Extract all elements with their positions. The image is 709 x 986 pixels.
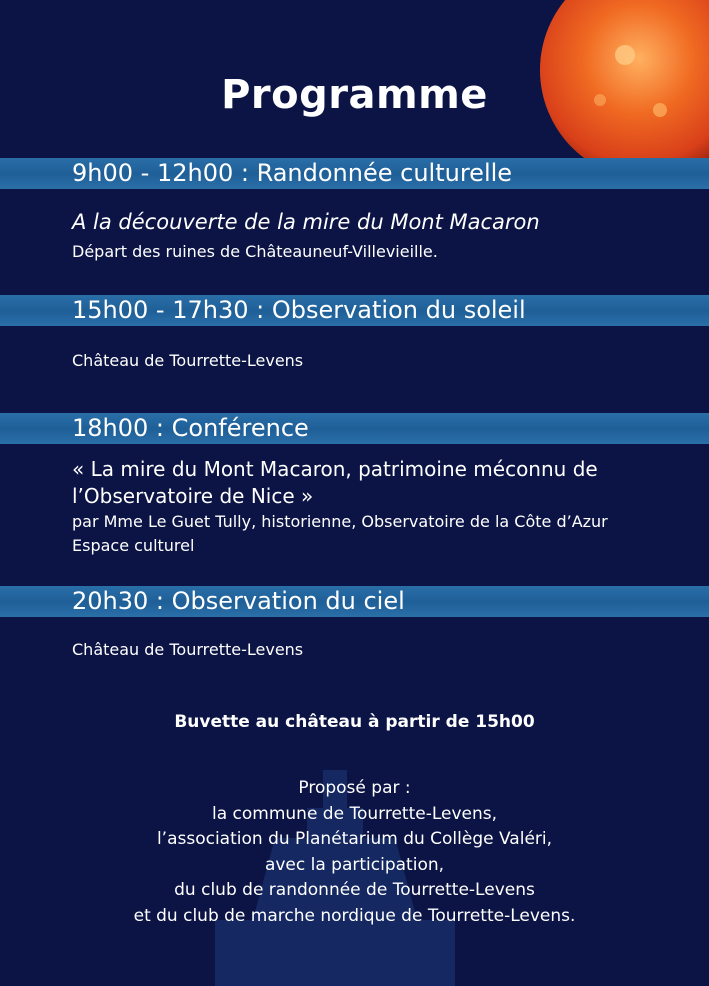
event-band-2	[0, 295, 709, 326]
event-detail: Espace culturel	[72, 536, 195, 555]
event-band-4	[0, 586, 709, 617]
event-subtitle: A la découverte de la mire du Mont Macaron	[72, 210, 540, 234]
event-time-heading: 18h00 : Conférence	[72, 414, 309, 442]
event-band-1	[0, 158, 709, 189]
credits-line: avec la participation,	[264, 854, 445, 875]
event-detail: Château de Tourrette-Levens	[72, 351, 304, 370]
credits-line: du club de randonnée de Tourrette-Levens	[174, 880, 535, 900]
page-title: Programme	[221, 72, 488, 118]
event-time-heading: 15h00 - 17h30 : Observation du soleil	[72, 296, 526, 324]
event-detail: Château de Tourrette-Levens	[72, 640, 304, 659]
event-time-heading: 9h00 - 12h00 : Randonnée culturelle	[72, 159, 513, 187]
event-quote-line: « La mire du Mont Macaron, patrimoine méconnu de	[72, 457, 598, 481]
credits-line: la commune de Tourrette-Levens,	[211, 803, 498, 824]
credits-line: Proposé par :	[298, 778, 411, 798]
buvette-notice: Buvette au château à partir de 15h00	[174, 712, 535, 732]
credits-line: l’association du Planétarium du Collège Valéri,	[156, 829, 553, 849]
event-time-heading: 20h30 : Observation du ciel	[72, 587, 405, 615]
event-band-3	[0, 413, 709, 444]
event-detail: Départ des ruines de Châteauneuf-Villevieille.	[72, 242, 438, 261]
credits-line: et du club de marche nordique de Tourrette-Levens.	[133, 905, 576, 926]
event-detail: par Mme Le Guet Tully, historienne, Observatoire de la Côte d’Azur	[72, 512, 608, 531]
event-quote-line: l’Observatoire de Nice »	[72, 484, 314, 508]
credits-block	[0, 776, 709, 929]
